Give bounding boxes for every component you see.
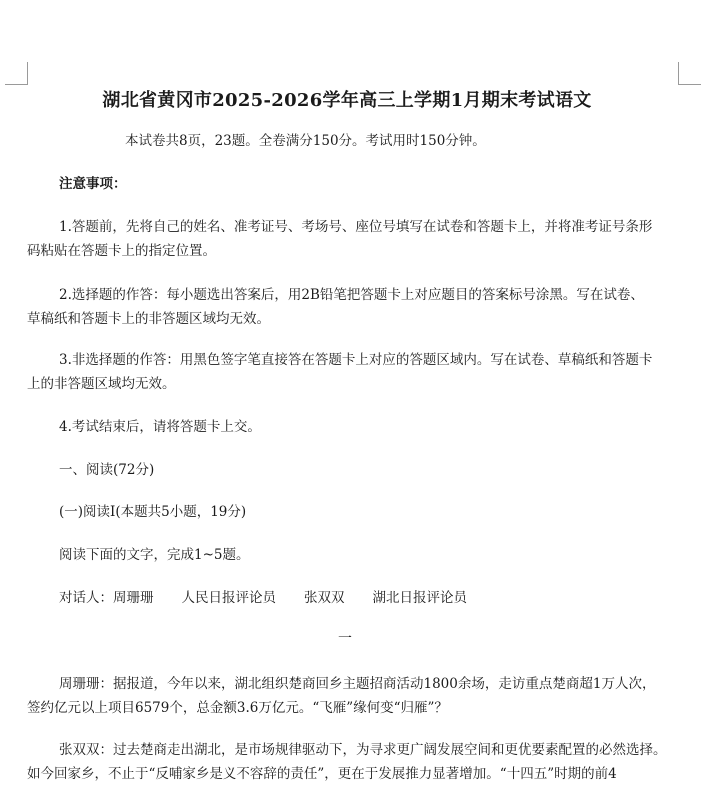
- subsection-heading: (一)阅读Ⅰ(本题共5小题，19分): [59, 504, 247, 520]
- paragraph-1-line-1: 周珊珊：据报道，今年以来，湖北组织楚商回乡主题招商活动1800余场，走访重点楚商超1万人次，: [59, 676, 656, 692]
- notice-4-line-1: 4.考试结束后，请将答题卡上交。: [59, 419, 261, 435]
- participant-1-name: 周珊珊: [113, 590, 154, 606]
- reading-instruction: 阅读下面的文字，完成1~5题。: [59, 547, 250, 563]
- document-title: 湖北省黄冈市2025-2026学年高三上学期1月期末考试语文: [102, 90, 592, 111]
- notice-1-line-1: 1.答题前，先将自己的姓名、准考证号、考场号、座位号填写在试卷和答题卡上，并将准考证号条形: [59, 219, 653, 235]
- page-corner-mark-left: [5, 62, 28, 85]
- section-heading: 一、阅读(72分): [59, 462, 155, 478]
- participant-2-role: 湖北日报评论员: [372, 590, 467, 606]
- paragraph-2-line-2: 如今回家乡，不止于“反哺家乡是义不容辞的责任”，更在于发展推力显著增加。“十四五”时期的前4: [27, 766, 617, 782]
- notice-2-line-1: 2.选择题的作答：每小题选出答案后，用2B铅笔把答题卡上对应题目的答案标号涂黑。写在试卷、: [59, 287, 644, 303]
- notice-2-line-2: 草稿纸和答题卡上的非答题区域均无效。: [27, 311, 270, 327]
- participant-1-role: 人民日报评论员: [181, 590, 276, 606]
- part-marker: 一: [338, 631, 352, 647]
- paragraph-1-line-2: 签约亿元以上项目6579个，总金额3.6万亿元。“飞雁”缘何变“归雁”？: [27, 700, 448, 716]
- page-corner-mark-right: [678, 62, 701, 85]
- notice-3-line-2: 上的非答题区域均无效。: [27, 376, 176, 392]
- notice-3-line-1: 3.非选择题的作答：用黑色签字笔直接答在答题卡上对应的答题区域内。写在试卷、草稿纸和答题卡: [59, 352, 653, 368]
- notice-1-line-2: 码粘贴在答题卡上的指定位置。: [27, 243, 216, 259]
- exam-intro: 本试卷共8页，23题。全卷满分150分。考试用时150分钟。: [125, 133, 486, 149]
- paragraph-2-line-1: 张双双：过去楚商走出湖北，是市场规律驱动下，为寻求更广阔发展空间和更优要素配置的必然选择。: [59, 742, 667, 758]
- notice-heading: 注意事项：: [59, 176, 127, 192]
- participant-2-name: 张双双: [304, 590, 345, 606]
- dialog-participants: [59, 586, 467, 610]
- dialog-label: 对话人：: [59, 590, 113, 606]
